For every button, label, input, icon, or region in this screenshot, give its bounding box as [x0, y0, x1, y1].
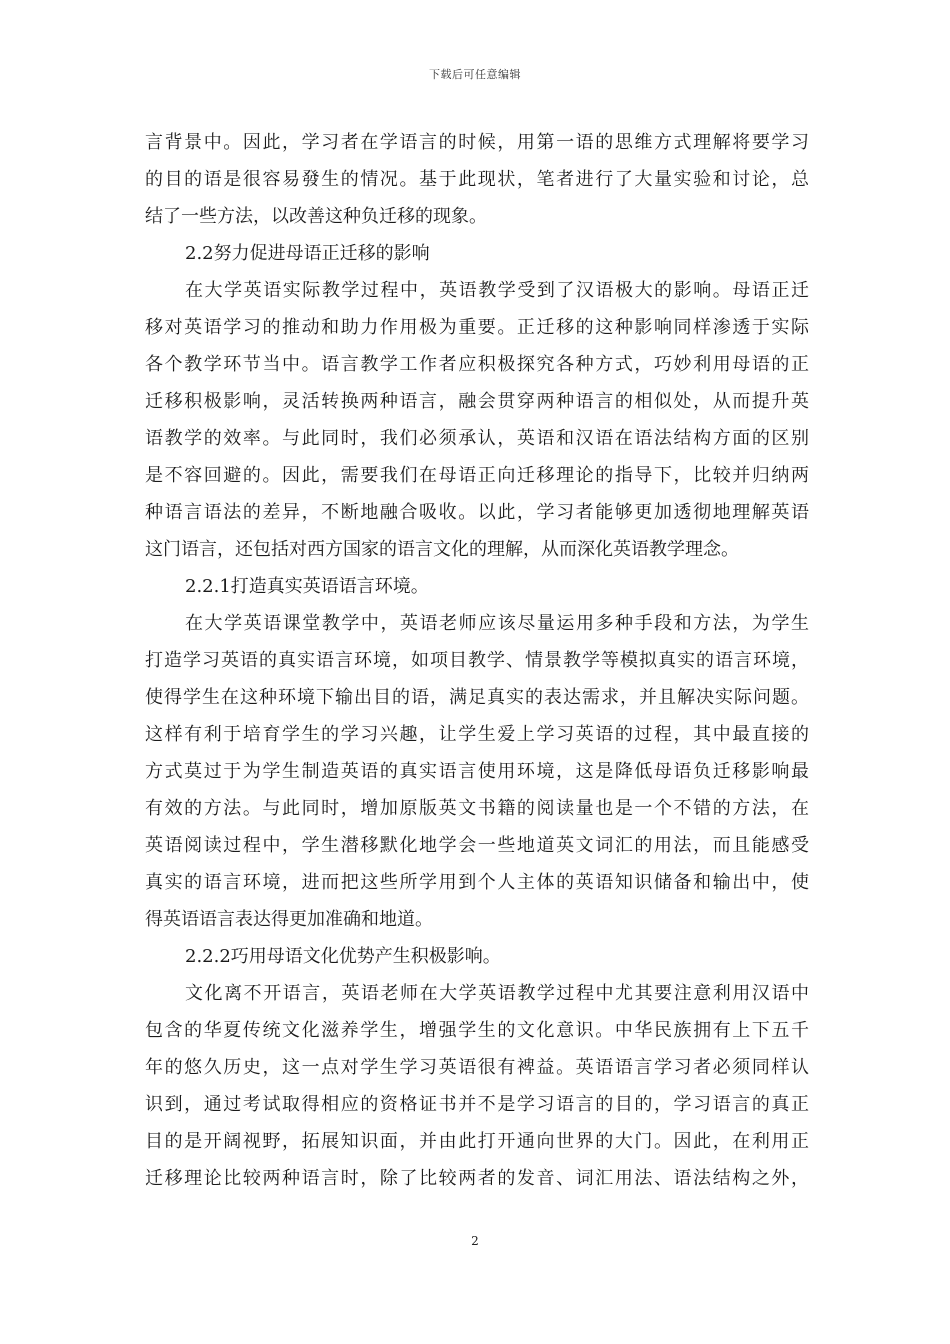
text-line: 是不容回避的。因此，需要我们在母语正向迁移理论的指导下，比较并归纳两 [145, 465, 809, 486]
body-text [145, 124, 809, 1197]
page-number: 2 [471, 1234, 479, 1248]
text-line: 这门语言，还包括对西方国家的语言文化的理解，从而深化英语教学理念。 [145, 539, 739, 560]
page-header: 下载后可任意编辑 [429, 68, 521, 81]
text-line: 打造学习英语的真实语言环境，如项目教学、情景教学等模拟真实的语言环境， [145, 650, 809, 671]
text-line: 真实的语言环境，进而把这些所学用到个人主体的英语知识储备和输出中，使 [145, 872, 809, 893]
text-line: 包含的华夏传统文化滋养学生，增强学生的文化意识。中华民族拥有上下五千 [145, 1020, 809, 1041]
text-line: 在大学英语课堂教学中，英语老师应该尽量运用多种手段和方法，为学生 [185, 613, 809, 634]
text-line: 文化离不开语言，英语老师在大学英语教学过程中尤其要注意利用汉语中 [185, 983, 809, 1004]
text-line: 迁移积极影响，灵活转换两种语言，融会贯穿两种语言的相似处，从而提升英 [145, 391, 809, 412]
text-line: 年的悠久历史，这一点对学生学习英语很有裨益。英语语言学习者必须同样认 [145, 1057, 809, 1078]
text-line: 迁移理论比较两种语言时，除了比较两者的发音、词汇用法、语法结构之外， [145, 1168, 809, 1189]
text-line: 得英语语言表达得更加准确和地道。 [145, 909, 433, 930]
text-line: 方式莫过于为学生制造英语的真实语言使用环境，这是降低母语负迁移影响最 [145, 761, 809, 782]
text-line: 的目的语是很容易發生的情况。基于此现状，笔者进行了大量实验和讨论，总 [145, 169, 809, 190]
text-line: 使得学生在这种环境下输出目的语，满足真实的表达需求，并且解决实际问题。 [145, 687, 809, 708]
text-line: 各个教学环节当中。语言教学工作者应积极探究各种方式，巧妙利用母语的正 [145, 354, 809, 375]
text-line: 2.2.2巧用母语文化优势产生积极影响。 [185, 946, 501, 967]
text-line: 识到，通过考试取得相应的资格证书并不是学习语言的目的，学习语言的真正 [145, 1094, 809, 1115]
text-line: 2.2努力促进母语正迁移的影响 [185, 243, 430, 264]
text-line: 在大学英语实际教学过程中，英语教学受到了汉语极大的影响。母语正迁 [185, 280, 809, 301]
text-line: 语教学的效率。与此同时，我们必须承认，英语和汉语在语法结构方面的区别 [145, 428, 809, 449]
text-line: 有效的方法。与此同时，增加原版英文书籍的阅读量也是一个不错的方法，在 [145, 798, 809, 819]
text-line: 移对英语学习的推动和助力作用极为重要。正迁移的这种影响同样渗透于实际 [145, 317, 809, 338]
text-line: 结了一些方法，以改善这种负迁移的现象。 [145, 206, 487, 227]
text-line: 目的是开阔视野，拓展知识面，并由此打开通向世界的大门。因此，在利用正 [145, 1131, 809, 1152]
text-line: 这样有利于培育学生的学习兴趣，让学生爱上学习英语的过程，其中最直接的 [145, 724, 809, 745]
text-line: 种语言语法的差异，不断地融合吸收。以此，学习者能够更加透彻地理解英语 [145, 502, 809, 523]
text-line: 2.2.1打造真实英语语言环境。 [185, 576, 429, 597]
text-line: 言背景中。因此，学习者在学语言的时候，用第一语的思维方式理解将要学习 [145, 132, 809, 153]
text-line: 英语阅读过程中，学生潜移默化地学会一些地道英文词汇的用法，而且能感受 [145, 835, 809, 856]
